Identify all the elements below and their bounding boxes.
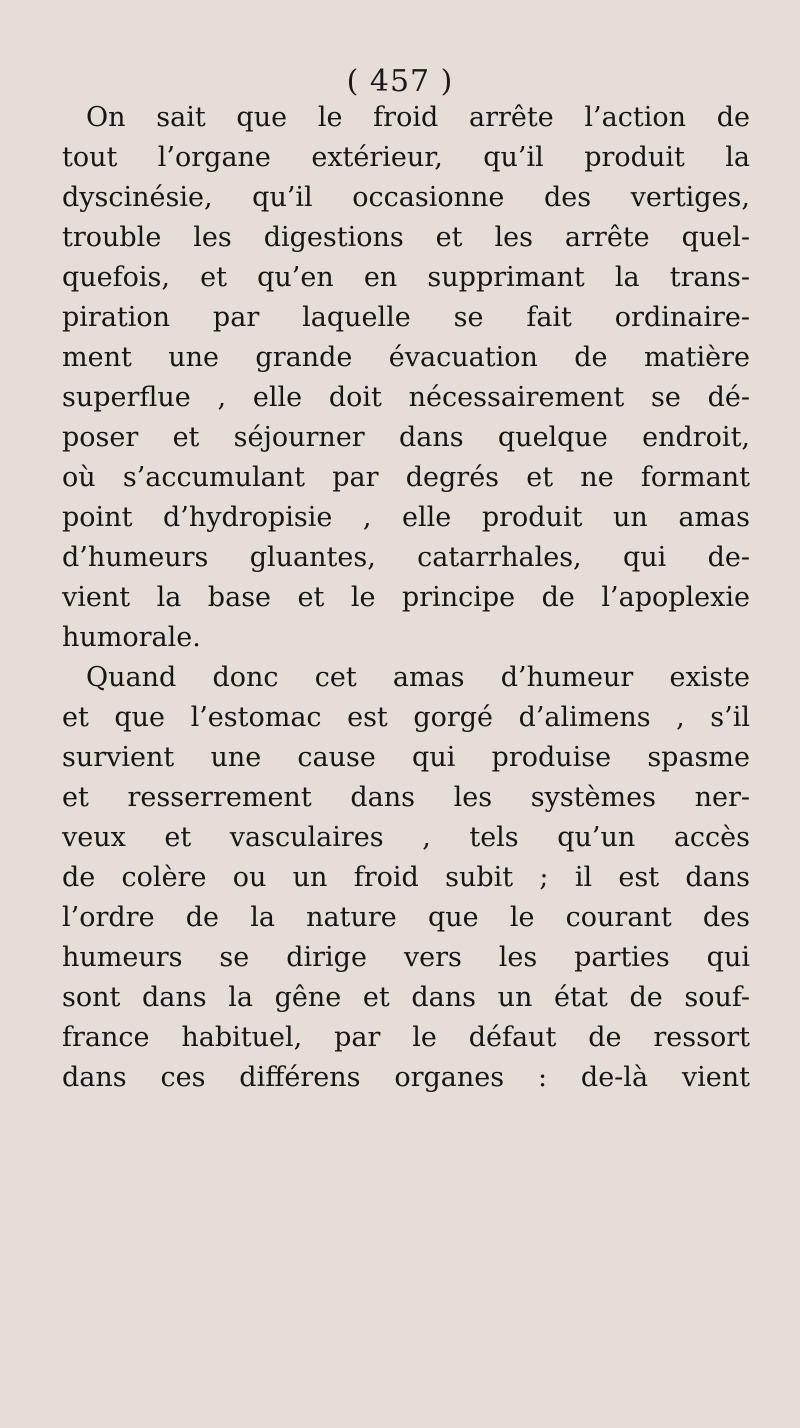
page-number: ( 457 ) [346,64,454,99]
text-line: survient une cause qui produise spasme [62,742,750,773]
text-line: On sait que le froid arrête l’action de [86,102,750,133]
text-line: sont dans la gêne et dans un état de souf- [62,982,750,1013]
text-line: humeurs se dirige vers les parties qui [62,942,750,973]
text-line: dans ces différens organes : de-là vient [62,1062,750,1093]
text-line: dyscinésie, qu’il occasionne des vertiges, [62,182,750,213]
text-line: où s’accumulant par degrés et ne formant [62,462,750,493]
text-line: veux et vasculaires , tels qu’un accès [62,822,750,853]
body-text [62,98,750,1098]
text-line: quefois, et qu’en en supprimant la trans- [62,262,750,293]
text-line: piration par laquelle se fait ordinaire- [62,302,750,333]
text-line: l’ordre de la nature que le courant des [62,902,750,933]
text-line: et resserrement dans les systèmes ner- [62,782,750,813]
text-line: humorale. [62,622,201,653]
text-line: de colère ou un froid subit ; il est dans [62,862,750,893]
text-line: trouble les digestions et les arrête quel- [62,222,750,253]
text-line: tout l’organe extérieur, qu’il produit la [62,142,750,173]
text-line: point d’hydropisie , elle produit un amas [62,502,750,533]
text-line: france habituel, par le défaut de ressort [62,1022,750,1053]
text-line: et que l’estomac est gorgé d’alimens , s’il [62,702,750,733]
text-line: vient la base et le principe de l’apoplexie [62,582,750,613]
text-line: d’humeurs gluantes, catarrhales, qui de- [62,542,750,573]
text-line: poser et séjourner dans quelque endroit, [62,422,750,453]
text-line: ment une grande évacuation de matière [62,342,750,373]
text-line: Quand donc cet amas d’humeur existe [86,662,750,693]
text-line: superflue , elle doit nécessairement se dé- [62,382,750,413]
